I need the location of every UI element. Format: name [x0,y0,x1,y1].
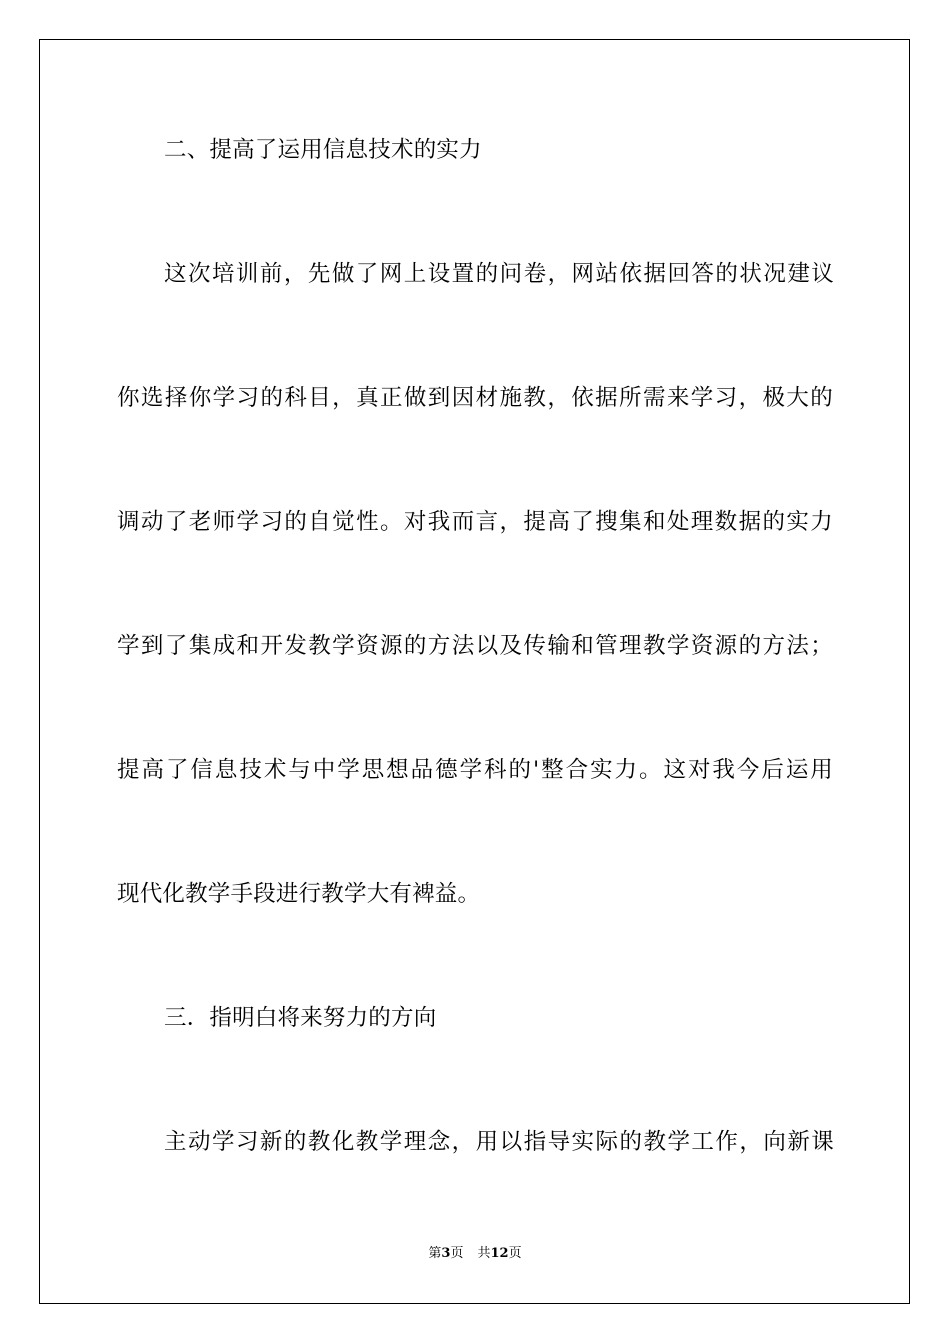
page-footer [0,1245,950,1263]
paragraph-line: 现代化教学手段进行教学大有裨益。 [117,881,481,907]
paragraph-line: 提高了信息技术与中学思想品德学科的'整合实力。这对我今后运用 [117,757,833,783]
page-suffix: 页 [450,1246,464,1261]
page-prefix: 第 [428,1246,442,1261]
paragraph-line: 这次培训前，先做了网上设置的问卷，网站依据回答的状况建议 [164,261,834,287]
paragraph-line: 学到了集成和开发教学资源的方法以及传输和管理教学资源的方法； [117,633,833,659]
page-border [39,39,910,1304]
page-number: 3 [441,1246,451,1261]
section-heading-3: 三．指明白将来努力的方向 [164,1005,437,1031]
section-heading-2: 二、提高了运用信息技术的实力 [164,137,482,163]
total-suffix: 页 [508,1246,522,1261]
total-pages: 12 [490,1246,509,1261]
paragraph-line: 调动了老师学习的自觉性。对我而言，提高了搜集和处理数据的实力 [117,509,833,535]
total-prefix: 共 [477,1246,491,1261]
paragraph-line: 主动学习新的教化教学理念，用以指导实际的教学工作，向新课 [164,1129,834,1155]
paragraph-line: 你选择你学习的科目，真正做到因材施教，依据所需来学习，极大的 [117,385,833,411]
